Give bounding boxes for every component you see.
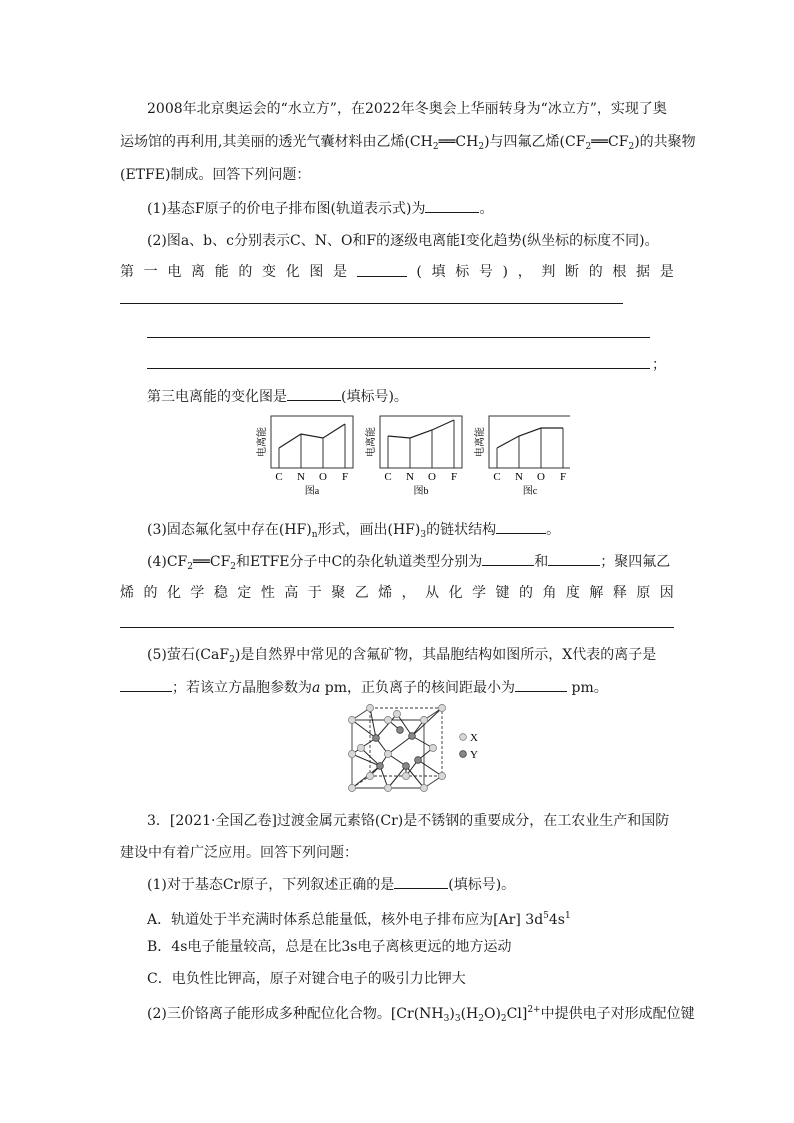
answer-line[interactable] bbox=[120, 303, 623, 304]
chart-series-line bbox=[497, 428, 563, 448]
x-ion bbox=[438, 704, 445, 711]
char: 填 bbox=[431, 264, 446, 280]
char: 是 bbox=[333, 264, 348, 280]
char: 因 bbox=[659, 585, 674, 601]
chart-series-line bbox=[388, 420, 454, 438]
y-ion bbox=[377, 763, 384, 770]
x-tick-label: N bbox=[297, 471, 305, 483]
subscript: 2 bbox=[585, 142, 592, 152]
option-c bbox=[147, 969, 466, 989]
intro-text: )与四氟乙烯(CF bbox=[484, 134, 586, 150]
semicolon bbox=[652, 355, 666, 375]
question-text: (1)对于基态Cr原子，下列叙述正确的是 bbox=[147, 877, 395, 893]
intro-line-1 bbox=[147, 99, 667, 119]
char: 释 bbox=[612, 585, 627, 601]
char: 离 bbox=[191, 264, 206, 280]
chart-series-line bbox=[279, 424, 345, 448]
answer-blank[interactable] bbox=[357, 262, 407, 277]
char: 能 bbox=[214, 264, 229, 280]
char: 判 bbox=[541, 264, 556, 280]
question-2-line-2 bbox=[120, 262, 674, 282]
char: 化 bbox=[448, 585, 463, 601]
chart-frame bbox=[380, 416, 462, 468]
question-text: pm。 bbox=[567, 680, 608, 696]
intro-line-3 bbox=[120, 165, 310, 185]
x-tick-label: N bbox=[406, 471, 414, 483]
char: 的 bbox=[518, 585, 533, 601]
question-text: (填标号)。 bbox=[341, 389, 408, 405]
question-text: (5)萤石(CaF bbox=[147, 647, 230, 663]
fluorite-unit-cell-diagram bbox=[340, 700, 500, 795]
x-tick-label: C bbox=[275, 471, 283, 483]
question-text: 第三电离能的变化图是 bbox=[147, 389, 287, 405]
answer-line[interactable] bbox=[147, 368, 650, 369]
question-4-line-1 bbox=[147, 551, 670, 577]
question-text: (2)图a、b、c分别表示C、N、O和F的逐级电离能I变化趋势(纵坐标的标度不同)。 bbox=[147, 233, 659, 249]
answer-line[interactable] bbox=[147, 337, 650, 338]
problem-text: 3．[2021·全国乙卷]过渡金属元素铬(Cr)是不锈钢的重要成分，在工农业生产和国防 bbox=[147, 813, 670, 829]
problem-3-line-1 bbox=[147, 811, 669, 831]
answer-blank[interactable] bbox=[515, 677, 567, 692]
option-a bbox=[147, 906, 571, 930]
x-ion bbox=[384, 716, 391, 723]
intro-text: )的共聚物 bbox=[634, 134, 696, 150]
question-text: ) bbox=[449, 1006, 455, 1022]
x-ion bbox=[393, 710, 400, 717]
variable-a: a bbox=[312, 680, 321, 696]
char: 烯 bbox=[120, 585, 134, 601]
question-text: 中提供电子对形成配位键 bbox=[540, 1006, 695, 1022]
question-text: (3)固态氟化氢中存在(HF) bbox=[147, 522, 312, 538]
subscript: 2 bbox=[187, 562, 193, 572]
char: 角 bbox=[542, 585, 557, 601]
char: 一 bbox=[143, 264, 158, 280]
char: 标 bbox=[455, 264, 470, 280]
x-tick-label: F bbox=[559, 471, 567, 483]
x-ion bbox=[429, 744, 436, 751]
question-text: O) bbox=[483, 1006, 501, 1022]
char: ) bbox=[502, 264, 509, 280]
x-ion bbox=[348, 716, 355, 723]
char: ， bbox=[401, 585, 416, 601]
char: ， bbox=[517, 264, 532, 280]
double-bond: ══CH bbox=[438, 134, 479, 150]
answer-blank[interactable] bbox=[425, 198, 479, 213]
subscript: 2 bbox=[478, 142, 485, 152]
char: 图 bbox=[309, 264, 324, 280]
legend-y-label: Y bbox=[470, 749, 478, 761]
x-ion bbox=[438, 772, 445, 779]
answer-blank[interactable] bbox=[394, 874, 448, 889]
legend-x-marker bbox=[460, 734, 467, 741]
subscript: 2 bbox=[229, 655, 235, 665]
answer-blank[interactable] bbox=[548, 551, 600, 566]
y-ion bbox=[415, 757, 422, 764]
subscript: 2 bbox=[432, 142, 439, 152]
char: 是 bbox=[659, 264, 674, 280]
question-text: (4)CF bbox=[147, 554, 188, 570]
char: 号 bbox=[478, 264, 493, 280]
subscript: 2 bbox=[500, 1014, 507, 1024]
question-text: (2)三价铬离子能形成多种配位化合物。[Cr(NH bbox=[147, 1006, 444, 1022]
answer-blank[interactable] bbox=[120, 677, 172, 692]
superscript: 1 bbox=[564, 911, 571, 921]
x-ion bbox=[348, 784, 355, 791]
char: 的 bbox=[238, 264, 253, 280]
char: 据 bbox=[636, 264, 651, 280]
question-2-line-1 bbox=[147, 231, 659, 251]
chart-caption: 图b bbox=[413, 486, 429, 497]
legend-x-label: X bbox=[470, 732, 478, 744]
question-text: (H bbox=[460, 1006, 479, 1022]
char: 性 bbox=[260, 585, 275, 601]
semicolon-text: ； bbox=[652, 357, 666, 373]
option-text: B．4s电子能量较高，总是在比3s电子离核更远的地方运动 bbox=[147, 939, 512, 955]
chart-caption: 图a bbox=[304, 486, 320, 497]
subscript: 3 bbox=[443, 1014, 450, 1024]
x-tick-label: O bbox=[428, 471, 436, 483]
period: 。 bbox=[479, 201, 494, 217]
y-axis-label: 电离能 bbox=[366, 427, 377, 457]
legend-y-marker bbox=[460, 751, 467, 758]
char: 学 bbox=[472, 585, 487, 601]
char: 乙 bbox=[354, 585, 369, 601]
intro-text: 2008年北京奥运会的“水立方”，在2022年冬奥会上华丽转身为“冰立方”，实现了奥 bbox=[147, 101, 667, 117]
x-tick-label: O bbox=[319, 471, 327, 483]
char: 高 bbox=[284, 585, 299, 601]
x-tick-label: F bbox=[450, 471, 458, 483]
question-3 bbox=[147, 519, 560, 545]
x-tick-label: F bbox=[341, 471, 349, 483]
question-5-line-1 bbox=[147, 645, 656, 670]
answer-blank[interactable] bbox=[482, 551, 534, 566]
question-2-line-3 bbox=[147, 386, 408, 407]
x-ion bbox=[348, 750, 355, 757]
x-tick-label: C bbox=[384, 471, 392, 483]
question-text: 和 bbox=[534, 554, 549, 570]
char: 学 bbox=[190, 585, 205, 601]
char: 于 bbox=[307, 585, 322, 601]
subscript: 3 bbox=[454, 1014, 461, 1024]
x-ion bbox=[420, 784, 427, 791]
char: 化 bbox=[285, 264, 300, 280]
char: 断 bbox=[565, 264, 580, 280]
question-text: 和ETFE分子中C的杂化轨道类型分别为 bbox=[236, 554, 483, 570]
x-tick-label: N bbox=[515, 471, 523, 483]
y-ion bbox=[403, 763, 410, 770]
y-ion bbox=[397, 727, 404, 734]
x-ion bbox=[366, 772, 373, 779]
double-bond: ══CF bbox=[591, 134, 629, 150]
question-text: )是自然界中常见的含氟矿物，其晶胞结构如图所示，X代表的离子是 bbox=[234, 647, 657, 663]
char: 第 bbox=[120, 264, 134, 280]
char: 电 bbox=[167, 264, 182, 280]
option-text: A．轨道处于半充满时体系总能量低，核外电子排布应为[Ar] 3d bbox=[147, 912, 544, 928]
x-ion bbox=[357, 744, 364, 751]
answer-blank[interactable] bbox=[287, 386, 341, 401]
chart-frame bbox=[271, 416, 353, 468]
char: 解 bbox=[589, 585, 604, 601]
x-ion bbox=[420, 716, 427, 723]
y-ion bbox=[373, 735, 380, 742]
subscript: 2 bbox=[628, 142, 635, 152]
y-ion bbox=[409, 733, 416, 740]
question-text: 形式，画出(HF) bbox=[317, 522, 421, 538]
char: 度 bbox=[565, 585, 580, 601]
char: 键 bbox=[495, 585, 510, 601]
superscript: 2+ bbox=[527, 1005, 541, 1015]
x-tick-label: C bbox=[493, 471, 501, 483]
answer-blank[interactable] bbox=[496, 519, 546, 534]
x-ion bbox=[402, 772, 409, 779]
subscript: 2 bbox=[230, 562, 237, 572]
period: 。 bbox=[546, 522, 561, 538]
answer-line[interactable] bbox=[120, 627, 674, 628]
question-text: (填标号)。 bbox=[448, 877, 516, 893]
problem-3-line-2 bbox=[120, 843, 358, 863]
char: 定 bbox=[237, 585, 252, 601]
y-axis-label: 电离能 bbox=[475, 427, 486, 457]
intro-text: (ETFE)制成。回答下列问题： bbox=[120, 167, 311, 183]
char: 变 bbox=[262, 264, 277, 280]
char: 烯 bbox=[378, 585, 393, 601]
char: 原 bbox=[636, 585, 651, 601]
double-bond: ══CF bbox=[193, 554, 231, 570]
char: 的 bbox=[588, 264, 603, 280]
question-4-line-2 bbox=[120, 583, 674, 603]
x-ion bbox=[384, 750, 391, 757]
problem-3-q1 bbox=[147, 874, 515, 895]
char: 从 bbox=[425, 585, 440, 601]
x-ion bbox=[366, 704, 373, 711]
ionization-energy-charts bbox=[255, 412, 570, 507]
chart-frame bbox=[489, 416, 570, 468]
question-text: 的链状结构 bbox=[426, 522, 497, 538]
char: ( bbox=[416, 264, 422, 280]
intro-text: 运场馆的再利用,其美丽的透光气囊材料由乙烯(CH bbox=[120, 134, 433, 150]
subscript: n bbox=[311, 530, 318, 540]
question-text: pm，正负离子的核间距最小为 bbox=[320, 680, 516, 696]
subscript: 3 bbox=[420, 530, 427, 540]
chart-caption: 图c bbox=[522, 486, 538, 497]
char: 根 bbox=[612, 264, 627, 280]
question-text: ；聚四氟乙 bbox=[600, 554, 671, 570]
question-text: Cl] bbox=[506, 1006, 528, 1022]
option-text: 4s bbox=[548, 912, 565, 928]
y-axis-label: 电离能 bbox=[257, 427, 268, 457]
problem-text: 建设中有着广泛应用。回答下列问题： bbox=[120, 845, 358, 861]
x-tick-label: O bbox=[537, 471, 545, 483]
question-text: ；若该立方晶胞参数为 bbox=[172, 680, 312, 696]
question-text: (1)基态F原子的价电子排布图(轨道表示式)为 bbox=[147, 201, 426, 217]
option-text: C．电负性比钾高，原子对键合电子的吸引力比钾大 bbox=[147, 971, 466, 987]
option-b bbox=[147, 937, 511, 957]
subscript: 2 bbox=[478, 1014, 484, 1024]
problem-3-q2 bbox=[147, 1000, 695, 1029]
char: 稳 bbox=[213, 585, 228, 601]
question-1 bbox=[147, 198, 493, 219]
intro-line-2 bbox=[120, 132, 696, 157]
char: 聚 bbox=[331, 585, 346, 601]
char: 的 bbox=[143, 585, 158, 601]
char: 化 bbox=[166, 585, 181, 601]
superscript: 5 bbox=[543, 911, 549, 921]
x-ion bbox=[384, 784, 391, 791]
question-5-line-2 bbox=[120, 677, 608, 698]
